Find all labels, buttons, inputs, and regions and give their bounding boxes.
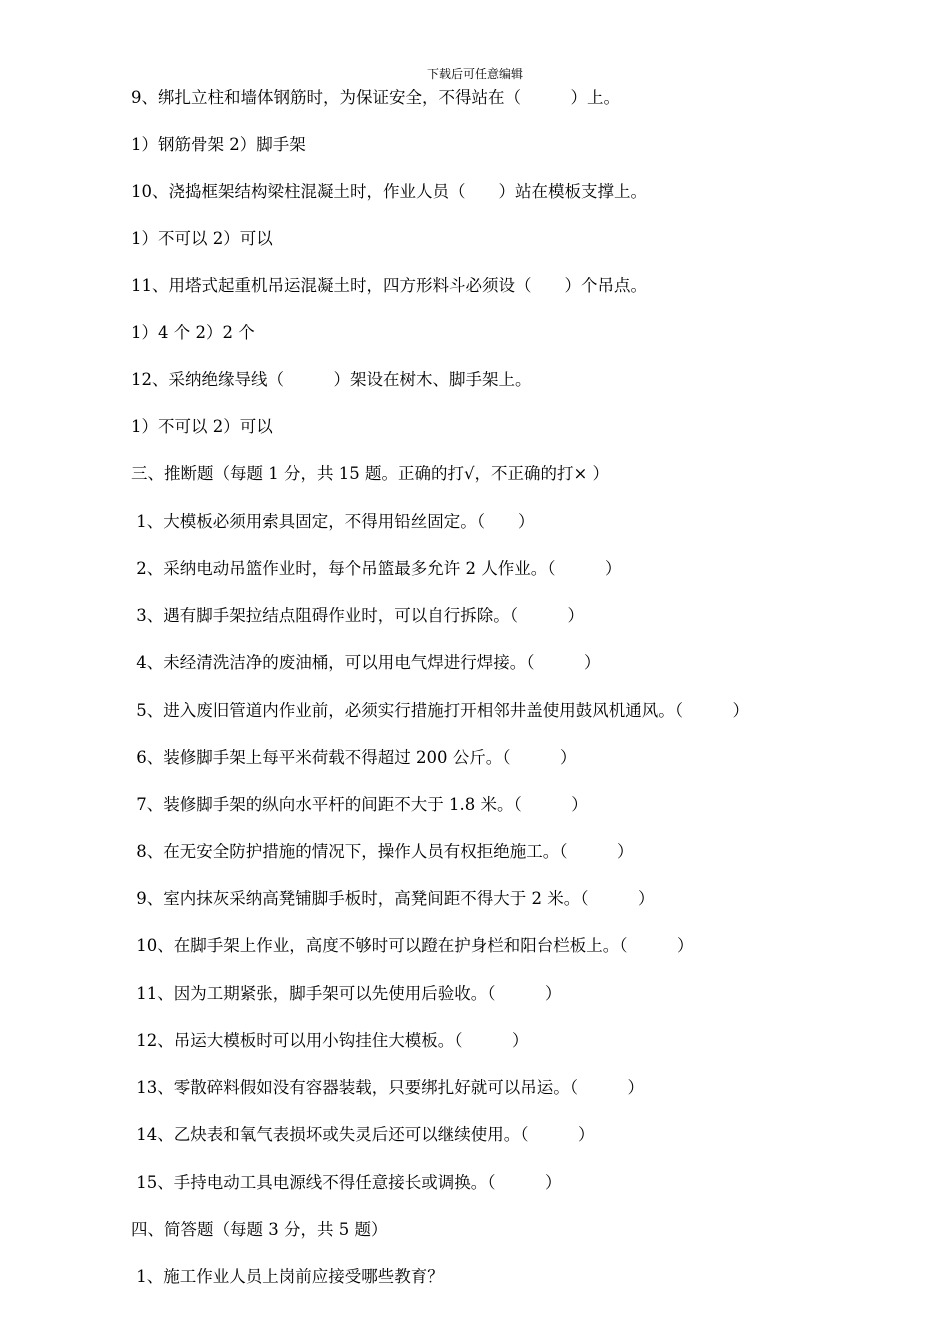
section-4-heading: 四、简答题（每题 3 分，共 5 题）	[131, 1220, 388, 1239]
judgment-15: 15、手持电动工具电源线不得任意接长或调换。（ ）	[131, 1173, 562, 1192]
judgment-14: 14、乙炔表和氧气表损坏或失灵后还可以继续使用。（ ）	[131, 1125, 595, 1144]
options-9: 1）钢筋骨架 2）脚手架	[131, 135, 306, 154]
judgment-9: 9、室内抹灰采纳高凳铺脚手板时，高凳间距不得大于 2 米。（ ）	[131, 889, 655, 908]
judgment-5: 5、进入废旧管道内作业前，必须实行措施打开相邻井盖使用鼓风机通风。（ ）	[131, 701, 749, 720]
judgment-11: 11、因为工期紧张，脚手架可以先使用后验收。（ ）	[131, 984, 562, 1003]
judgment-4: 4、未经清洗洁净的废油桶，可以用电气焊进行焊接。（ ）	[131, 653, 601, 672]
options-11: 1）4 个 2）2 个	[131, 323, 255, 342]
section-3-heading: 三、推断题（每题 1 分，共 15 题。正确的打√，不正确的打× ）	[131, 464, 610, 483]
options-12: 1）不可以 2）可以	[131, 417, 273, 436]
page-header: 下载后可任意编辑	[426, 67, 523, 81]
judgment-8: 8、在无安全防护措施的情况下，操作人员有权拒绝施工。（ ）	[131, 842, 634, 861]
judgment-3: 3、遇有脚手架拉结点阻碍作业时，可以自行拆除。（ ）	[131, 606, 584, 625]
judgment-12: 12、吊运大模板时可以用小钩挂住大模板。（ ）	[131, 1031, 529, 1050]
options-10: 1）不可以 2）可以	[131, 229, 273, 248]
judgment-2: 2、采纳电动吊篮作业时，每个吊篮最多允许 2 人作业。（ ）	[131, 559, 622, 578]
judgment-6: 6、装修脚手架上每平米荷载不得超过 200 公斤。（ ）	[131, 748, 577, 767]
question-9: 9、绑扎立柱和墙体钢筋时，为保证安全，不得站在（ ）上。	[131, 88, 620, 107]
judgment-7: 7、装修脚手架的纵向水平杆的间距不大于 1.8 米。（ ）	[131, 795, 588, 814]
question-11: 11、用塔式起重机吊运混凝土时，四方形料斗必须设（ ）个吊点。	[131, 276, 647, 295]
question-10: 10、浇捣框架结构梁柱混凝土时，作业人员（ ）站在模板支撑上。	[131, 182, 647, 201]
short-answer-1: 1、施工作业人员上岗前应接受哪些教育？	[131, 1267, 444, 1286]
judgment-10: 10、在脚手架上作业，高度不够时可以蹬在护身栏和阳台栏板上。（ ）	[131, 936, 694, 955]
question-12: 12、采纳绝缘导线（ ）架设在树木、脚手架上。	[131, 370, 532, 389]
judgment-1: 1、大模板必须用索具固定，不得用铅丝固定。（ ）	[131, 512, 535, 531]
judgment-13: 13、零散碎料假如没有容器装载，只要绑扎好就可以吊运。（ ）	[131, 1078, 644, 1097]
